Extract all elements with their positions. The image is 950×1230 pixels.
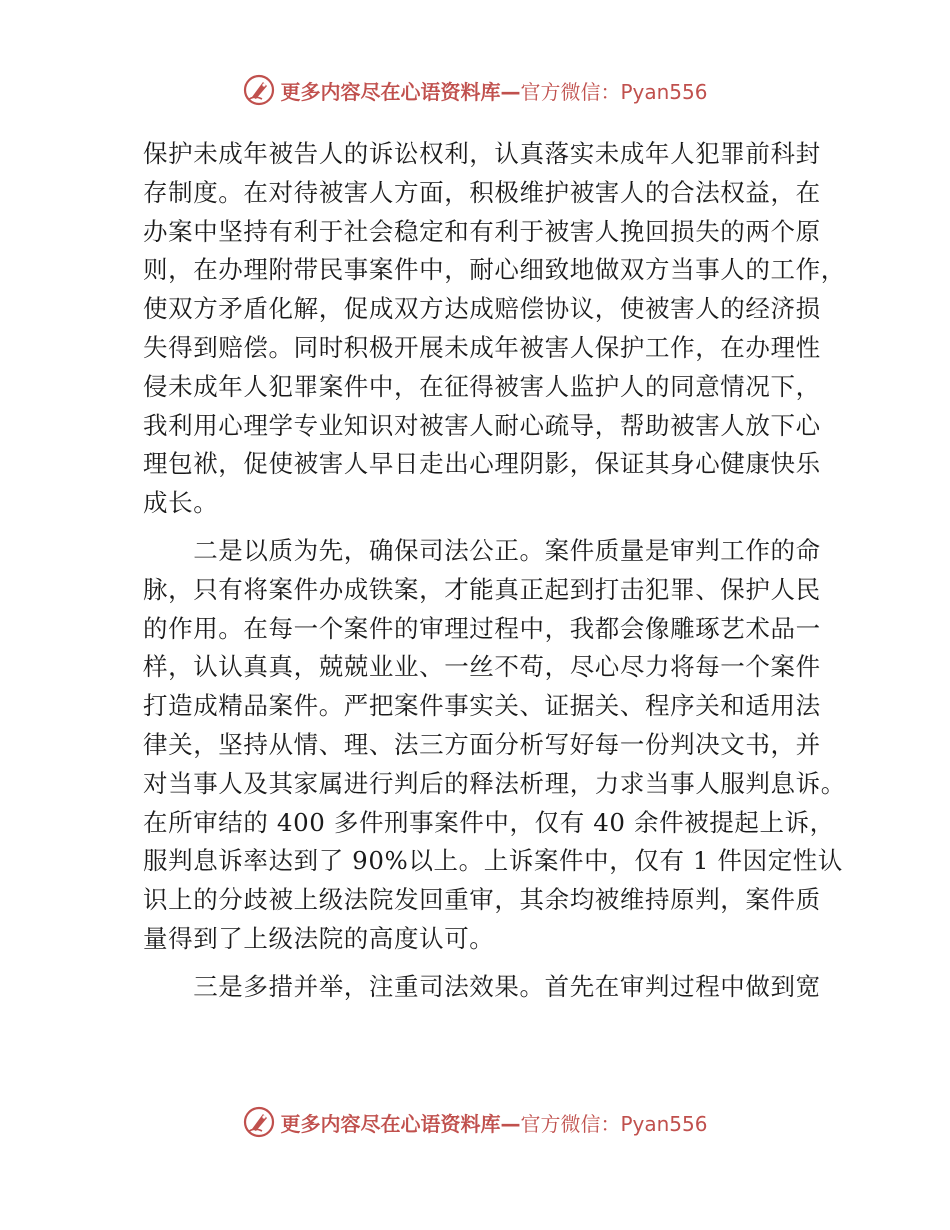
text-line: 量得到了上级法院的高度认可。 (143, 923, 495, 953)
text-line: 存制度。在对待被害人方面，积极维护被害人的合法权益，在 (143, 177, 821, 207)
banner-wechat: 官方微信：Pyan556 (520, 79, 708, 104)
text-line: 在所审结的 400 多件刑事案件中，仅有 40 余件被提起上诉， (143, 807, 835, 837)
text-line: 成长。 (143, 488, 219, 518)
text-line: 失得到赔偿。同时积极开展未成年被害人保护工作，在办理性 (143, 332, 821, 362)
paragraph (143, 968, 823, 1007)
text-line: 我利用心理学专业知识对被害人耐心疏导，帮助被害人放下心 (143, 410, 821, 440)
text-line: 理包袱，促使被害人早日走出心理阴影，保证其身心健康快乐 (143, 449, 821, 479)
text-line: 三是多措并举，注重司法效果。首先在审判过程中做到宽 (143, 971, 821, 1001)
text-line: 办案中坚持有利于社会稳定和有利于被害人挽回损失的两个原 (143, 216, 821, 246)
text-line: 二是以质为先，确保司法公正。案件质量是审判工作的命 (143, 535, 821, 565)
text-line: 侵未成年人犯罪案件中，在征得被害人监护人的同意情况下， (143, 371, 821, 401)
text-line: 打造成精品案件。严把案件事实关、证据关、程序关和适用法 (143, 691, 821, 721)
paragraph (143, 532, 846, 959)
text-line: 对当事人及其家属进行判后的释法析理，力求当事人服判息诉。 (143, 768, 846, 798)
text-line: 使双方矛盾化解，促成双方达成赔偿协议，使被害人的经济损 (143, 294, 821, 324)
text-line: 则，在办理附带民事案件中，耐心细致地做双方当事人的工作， (143, 255, 846, 285)
document-body (143, 135, 846, 1007)
text-line: 脉，只有将案件办成铁案，才能真正起到打击犯罪、保护人民 (143, 574, 821, 604)
pen-nib-logo-icon (242, 73, 276, 107)
text-line: 识上的分歧被上级法院发回重审，其余均被维持原判，案件质 (143, 885, 821, 915)
header-banner (0, 70, 950, 110)
pen-nib-logo-icon (242, 1105, 276, 1139)
text-line: 的作用。在每一个案件的审理过程中，我都会像雕琢艺术品一 (143, 613, 821, 643)
footer-banner (0, 1102, 950, 1142)
text-line: 保护未成年被告人的诉讼权利，认真落实未成年人犯罪前科封 (143, 139, 821, 168)
text-line: 样，认认真真，兢兢业业、一丝不苟，尽心尽力将每一个案件 (143, 652, 821, 682)
paragraph (143, 135, 846, 523)
banner-wechat: 官方微信：Pyan556 (520, 1111, 708, 1136)
text-line: 服判息诉率达到了 90%以上。上诉案件中，仅有 1 件因定性认 (143, 846, 844, 876)
text-line: 律关，坚持从情、理、法三方面分析写好每一份判决文书，并 (143, 729, 821, 759)
banner-text: 更多内容尽在心语资料库— (280, 1111, 521, 1136)
banner-text: 更多内容尽在心语资料库— (280, 79, 521, 104)
